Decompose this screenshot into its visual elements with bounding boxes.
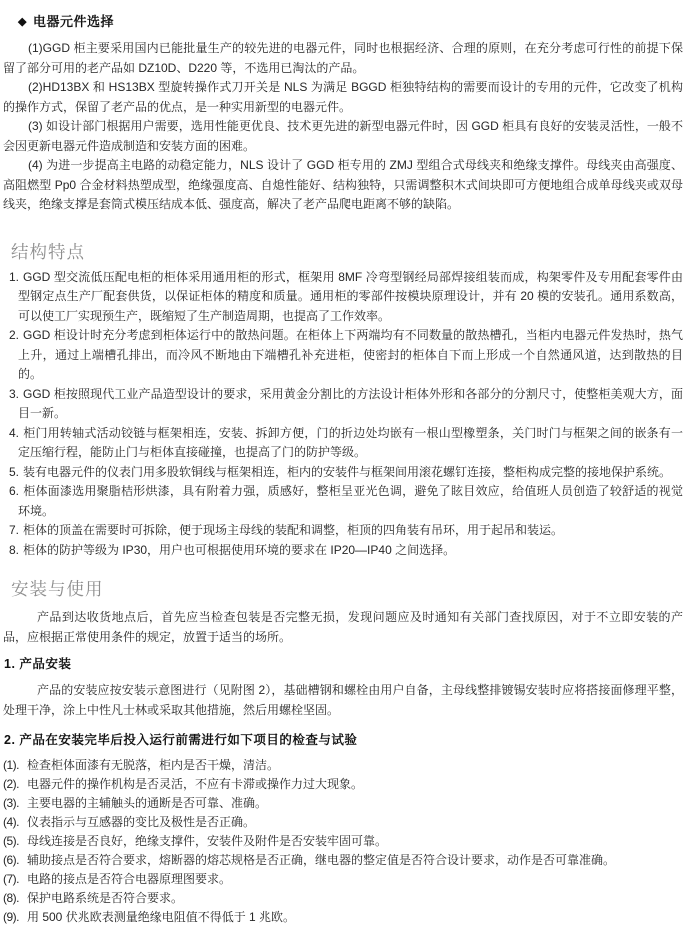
structure-features-list <box>9 268 683 561</box>
subsection-pre-run-checks-title: 2. 产品在安装完毕后投入运行前需进行如下项目的检查与试验 <box>4 733 358 747</box>
feature-text: GGD 柜设计时充分考虑到柜体运行中的散热问题。在柜体上下两端均有不同数量的散热槽孔，当柜内电器元件发热时，热气上升，通过上端槽孔排出，而冷风不断地由下端槽孔补充进柜，使密封的柜体自下而上形成一个自然通风道，达到散热的目的。 <box>18 328 683 381</box>
check-text: 母线连接是否良好，绝缘支撑件，安装件及附件是否安装牢固可靠。 <box>27 834 388 848</box>
paragraph-component-4: (4) 为进一步提高主电路的动稳定能力，NLS 设计了 GGD 柜专用的 ZMJ 型组合式母线夹和绝缘支撑件。母线夹由高强度、高阻燃型 Pp0 合金材料热塑成型，绝缘强度高、自熄性能好、结构独特，只需调整积木式间块即可方便地组合成单母线夹或双母线夹，绝缘支撑是套筒式模压结成本低、强度高，解决了老产品爬电距离不够的缺陷。 <box>3 158 683 211</box>
check-item <box>3 832 683 851</box>
diamond-bullet-icon: ◆ <box>18 16 27 28</box>
feature-number: 1. <box>9 269 20 284</box>
check-text: 辅助接点是否符合要求，熔断器的熔芯规格是否正确，继电器的整定值是否符合设计要求，动作是否可靠准确。 <box>27 853 616 867</box>
section-title-text: 电器元件选择 <box>32 14 114 29</box>
feature-item <box>9 268 683 327</box>
feature-text: 装有电器元件的仪表门用多股软铜线与框架相连，柜内的安装件与框架间用滚花螺钉连接，整柜构成完整的接地保护系统。 <box>23 464 672 479</box>
check-text: 保护电路系统是否符合要求。 <box>27 891 184 905</box>
check-text: 电器元件的操作机构是否灵活，不应有卡滞或操作力过大现象。 <box>27 777 364 791</box>
check-text: 用 500 伏兆欧表测量绝缘电阻值不得低于 1 兆欧。 <box>27 910 296 924</box>
feature-number: 3. <box>9 386 20 401</box>
paragraph-component-3: (3) 如设计部门根据用户需要，选用性能更优良、技术更先进的新型电器元件时，因 GGD 柜具有良好的安装灵活性，一般不会因更新电器元件造成制造和安装方面的困难。 <box>3 119 683 153</box>
feature-text: GGD 柜按照现代工业产品造型设计的要求，采用黄金分割比的方法设计柜体外形和各部分的分割尺寸，使整柜美观大方，面目一新。 <box>18 386 683 420</box>
feature-text: GGD 型交流低压配电柜的柜体采用通用柜的形式，框架用 8MF 冷弯型钢经局部焊接组装而成，构架零件及专用配套零件由型钢定点生产厂配套供货，以保证柜体的精度和质量。通用柜的零部件按模块原理设计，并有 20 模的安装孔。通用系数高，可以使工厂实现预生产，既缩短了生产制造周期，也提高了工作效率。 <box>18 269 683 323</box>
feature-item <box>9 385 683 424</box>
pre-run-checklist <box>3 756 683 927</box>
check-item <box>3 794 683 813</box>
feature-item <box>9 541 683 561</box>
check-item <box>3 889 683 908</box>
check-number: (9). <box>3 910 19 924</box>
feature-text: 柜体面漆选用聚脂桔形烘漆，具有附着力强，质感好，整柜呈亚光色调，避免了眩目效应，给值班人员创造了较舒适的视觉环境。 <box>18 484 683 518</box>
subsection-product-install-title: 1. 产品安装 <box>4 657 72 671</box>
paragraph-install-intro: 产品到达收货地点后，首先应当检查包装是否完整无损，发现问题应及时通知有关部门查找原因，对于不立即安装的产品，应根据正常使用条件的规定，放置于适当的场所。 <box>3 610 683 644</box>
feature-item <box>9 424 683 463</box>
check-text: 主要电器的主辅触头的通断是否可靠、准确。 <box>27 796 268 810</box>
check-number: (5). <box>3 834 19 848</box>
check-number: (6). <box>3 853 19 867</box>
check-item <box>3 775 683 794</box>
feature-number: 2. <box>9 328 20 342</box>
section-structure-features-title: 结构特点 <box>11 241 85 262</box>
feature-item <box>9 521 683 541</box>
check-item <box>3 756 683 775</box>
check-item <box>3 908 683 927</box>
check-number: (2). <box>3 777 19 791</box>
check-item <box>3 851 683 870</box>
check-number: (7). <box>3 872 19 886</box>
feature-number: 7. <box>9 523 20 537</box>
check-number: (4). <box>3 815 19 829</box>
paragraph-product-install: 产品的安装应按安装示意图进行（见附图 2），基础槽钢和螺栓由用户自备，主母线整排镀锡安装时应将搭接面修理平整，处理干净，涂上中性凡士林或采取其他措施，然后用螺栓坚固。 <box>3 683 683 717</box>
section-component-selection-title <box>18 14 683 30</box>
check-number: (1). <box>3 758 19 772</box>
feature-text: 柜门用转轴式活动铰链与框架相连，安装、拆卸方便，门的折边处均嵌有一根山型橡塑条，关门时门与框架之间的嵌条有一定压缩行程，能防止门与柜体直接碰撞，也提高了门的防护等级。 <box>18 425 683 459</box>
feature-number: 6. <box>9 484 20 498</box>
feature-item <box>9 482 683 521</box>
check-text: 检查柜体面漆有无脱落，柜内是否干燥，清洁。 <box>27 758 280 772</box>
check-text: 仪表指示与互感器的变比及极性是否正确。 <box>27 815 256 829</box>
feature-number: 4. <box>9 425 20 440</box>
paragraph-component-1: (1)GGD 柜主要采用国内已能批量生产的较先进的电器元件，同时也根据经济、合理的原则，在充分考虑可行性的前提下保留了部分可用的老产品如 DZ10D、D220 等，不选用已淘汰的产品。 <box>3 41 683 75</box>
feature-number: 5. <box>9 464 20 479</box>
feature-text: 柜体的防护等级为 IP30，用户也可根据使用环境的要求在 IP20—IP40 之间选择。 <box>23 542 456 557</box>
paragraph-component-2: (2)HD13BX 和 HS13BX 型旋转操作式刀开关是 NLS 为满足 BGGD 柜独特结构的需要而设计的专用的元件，它改变了机构的操作方式，保留了老产品的优点，是一种实用新型的电器元件。 <box>3 80 683 114</box>
check-text: 电路的接点是否符合电器原理图要求。 <box>27 872 232 886</box>
feature-item <box>9 326 683 385</box>
section-install-use-title: 安装与使用 <box>11 579 104 599</box>
feature-number: 8. <box>9 542 20 557</box>
check-item <box>3 813 683 832</box>
check-number: (3). <box>3 796 19 810</box>
check-number: (8). <box>3 891 19 905</box>
feature-text: 柜体的顶盖在需要时可拆除，便于现场主母线的装配和调整，柜顶的四角装有吊环，用于起吊和装运。 <box>23 523 564 537</box>
feature-item <box>9 463 683 483</box>
